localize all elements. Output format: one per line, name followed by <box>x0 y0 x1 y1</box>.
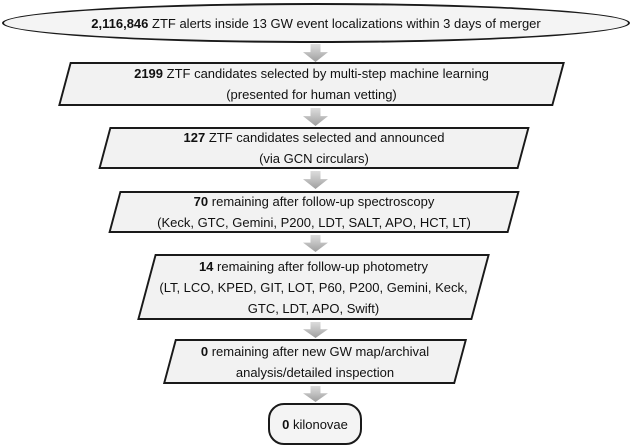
down-arrow-icon <box>303 171 328 189</box>
node-announced-line1 <box>184 127 445 148</box>
node-ml-selected-line1 <box>134 63 489 84</box>
node-ztf-alerts <box>2 3 630 43</box>
photometry-label: remaining after follow-up photometry <box>217 258 429 274</box>
node-photometry-line2: (LT, LCO, KPED, GIT, LOT, P60, P200, Gemini, Keck, <box>159 279 468 295</box>
final-label: remaining after new GW map/archival <box>211 343 430 359</box>
announced-count: 127 <box>183 130 206 145</box>
final-count: 0 <box>200 343 209 359</box>
node-kilonovae-text <box>282 414 348 435</box>
spectroscopy-count: 70 <box>193 194 209 209</box>
photometry-count: 14 <box>198 258 214 274</box>
spectroscopy-label: remaining after follow-up spectroscopy <box>211 194 435 209</box>
alert-count: 2,116,846 <box>91 15 149 31</box>
down-arrow-icon <box>303 322 328 338</box>
alert-label: ZTF alerts inside 13 GW event localizations within 3 days of merger <box>152 15 541 31</box>
node-ml-selected-line2: (presented for human vetting) <box>226 87 397 102</box>
down-arrow-icon <box>303 44 328 62</box>
ml-label: ZTF candidates selected by multi-step machine learning <box>166 66 489 81</box>
node-spectroscopy-line1 <box>194 191 435 212</box>
node-final-inspection-line1 <box>201 341 429 362</box>
node-announced-line2: (via GCN circulars) <box>259 151 369 166</box>
kilonovae-label: kilonovae <box>292 416 348 432</box>
node-ztf-alerts-text <box>91 13 540 34</box>
node-ml-selected <box>64 62 559 106</box>
node-photometry-line1 <box>199 256 428 277</box>
ml-count: 2199 <box>134 66 164 81</box>
announced-label: ZTF candidates selected and announced <box>208 130 445 145</box>
node-photometry <box>146 254 481 320</box>
node-kilonovae <box>268 403 362 445</box>
node-spectroscopy <box>114 191 514 233</box>
node-final-inspection-line2: analysis/detailed inspection <box>235 364 395 380</box>
node-spectroscopy-line2: (Keck, GTC, Gemini, P200, LDT, SALT, APO, HCT, LT) <box>157 215 471 230</box>
down-arrow-icon <box>303 108 328 126</box>
node-final-inspection <box>169 339 461 384</box>
down-arrow-icon <box>303 386 328 402</box>
node-announced <box>104 127 524 169</box>
node-photometry-line3: GTC, LDT, APO, Swift) <box>247 300 380 316</box>
down-arrow-icon <box>303 235 328 252</box>
kilonovae-count: 0 <box>282 416 290 432</box>
